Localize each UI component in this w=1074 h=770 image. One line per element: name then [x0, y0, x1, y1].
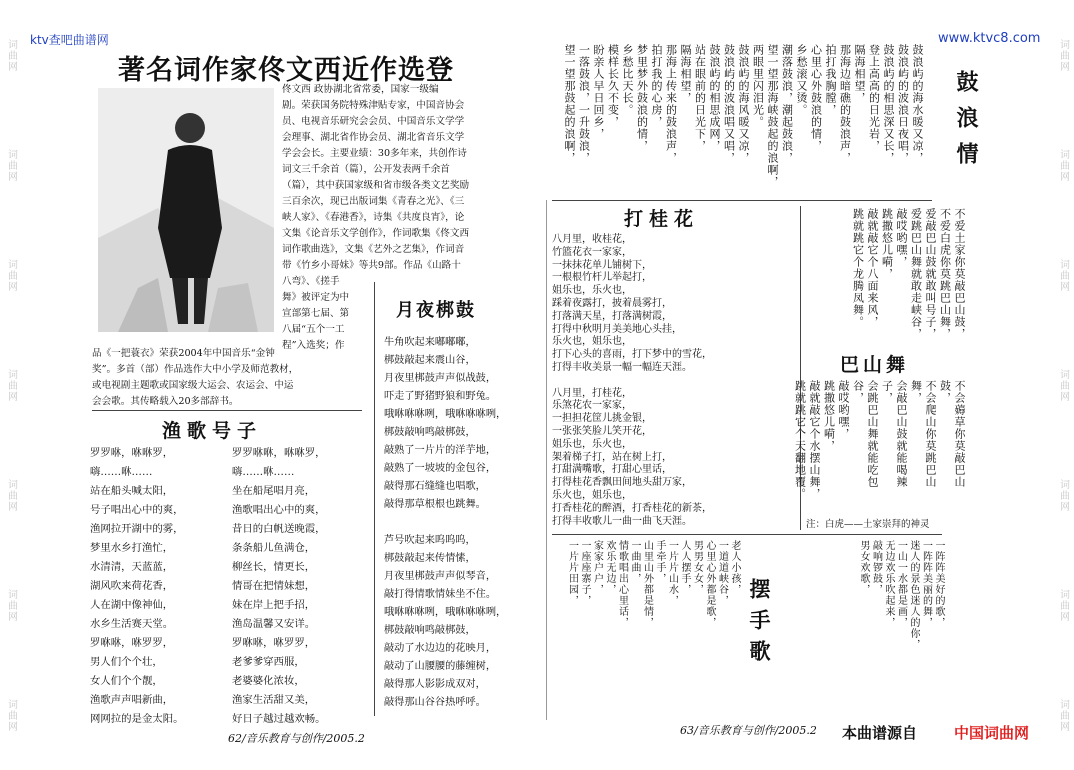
watermark-text: 词曲网	[5, 478, 17, 512]
watermark-text: 词曲网	[1057, 38, 1069, 72]
poem-line: 网网拉的是金太阳。	[90, 713, 184, 725]
poem-line: 乐火也，姐乐也，	[552, 489, 632, 501]
section-divider	[552, 200, 932, 201]
poem-line: 嗨……咻……	[232, 466, 295, 478]
poem-line: 踩着夜露打，披着晨雾打，	[552, 297, 672, 309]
poem-column: 跳撒悠儿嗬，	[822, 380, 836, 452]
poem-line: 打下心头的喜雨，打下梦中的雪花，	[552, 349, 712, 361]
poem-line: 姐乐也，乐火也，	[552, 285, 632, 297]
bio-line: 程”入选奖；作	[282, 340, 345, 351]
poem-column: 拍打我胸膛，	[824, 44, 837, 116]
poem-line: 一担担花筐儿挑金银，	[552, 413, 652, 425]
poem-line: 渔网拉开湖中的雾，	[90, 523, 184, 535]
poem-bashanwu-lower	[793, 380, 966, 508]
poem-column: 潮落鼓浪，潮起鼓浪，	[780, 44, 794, 164]
poem-column: 敲哎哟嘿，	[837, 380, 850, 440]
poem-column: 站在眼前的日光下，	[693, 44, 707, 152]
poem-column: 爱敲巴山鼓就敢叫号子，	[924, 208, 937, 340]
author-photo	[98, 88, 274, 332]
source-site-link[interactable]: 中国词曲网	[954, 724, 1030, 742]
poem-line: 罗咻咻，咻罗罗，	[232, 637, 316, 649]
bio-line: （篇），其中获国家级和省市级各类文艺奖励	[282, 180, 470, 191]
watermark-text: 词曲网	[5, 38, 17, 72]
poem-line: 老爹爹穿西服，	[232, 656, 305, 668]
poem-column: 两眼里闪泪光。	[751, 44, 765, 128]
poem-column: 一片片山水，	[666, 540, 678, 606]
bio-line: 奖”。多首（部）作品选作大中小学及师范教材，	[92, 364, 299, 375]
poem-column: 家家户户，	[591, 540, 603, 595]
poem-line: 吓走了野猪野狼和野兔。	[384, 391, 497, 402]
watermark-text: 词曲网	[1057, 258, 1069, 292]
section-divider	[92, 410, 362, 411]
poem-column: 不爱白虎你莫跳巴山舞，	[938, 208, 952, 340]
poem-line: 梆鼓敲响鸣敲梆鼓，	[384, 427, 476, 438]
poem-line: 坐在船尾唱月亮，	[232, 485, 316, 497]
poem-column: 一道道峡谷，	[716, 540, 728, 606]
poem-column: 拍打我的心房，	[650, 44, 663, 128]
bio-line: 会理事、湖北省作协会员、湖北省音乐文学	[282, 132, 465, 143]
poem-yueyebangu-title: 月夜梆鼓	[396, 300, 476, 321]
site-watermark-left: ktv查吧曲谱网	[30, 33, 109, 47]
poem-column: 敲就敲它个水摆山舞，	[808, 380, 821, 500]
bio-line: 八届“五个一工	[282, 324, 345, 335]
poem-line: 八月里，打桂花，	[552, 387, 632, 399]
poem-daguihua-body	[552, 234, 796, 530]
poem-line: 嗨……咻……	[90, 466, 153, 478]
poem-line: 打得丰收美景一幅一幅连天涯。	[552, 361, 692, 373]
poem-column: 登上高高的日光岩，	[867, 44, 881, 152]
poem-line: 梆鼓敲响鸣敲梆鼓，	[384, 625, 476, 636]
poem-line: 八月里，收桂花，	[552, 234, 632, 245]
bio-line: 带《竹乡小哥妹》等共9部。作品《山路十	[282, 260, 461, 271]
poem-line: 敲熟了一片片的洋芋地，	[384, 445, 497, 456]
poem-line: 站在船头喊太阳，	[90, 485, 174, 497]
poem-line: 男人们个个壮，	[90, 656, 163, 668]
poem-baishouge-body-right	[784, 540, 944, 710]
poem-column: 老人小孩，	[729, 540, 740, 595]
poem-column: 跳就跳它个天翻地覆。	[793, 380, 807, 500]
poem-column: 鼓浪屿的波浪唱又唱，	[722, 44, 736, 164]
poem-line: 芦号吹起来呜呜呜，	[384, 535, 476, 546]
poem-line: 敲得那人影影成双对，	[384, 679, 486, 690]
poem-column: 敲哎哟嘿，	[895, 208, 908, 268]
bio-line: 员、电视音乐研究会会员、中国音乐文学学	[282, 116, 465, 127]
poem-column: 男女欢歌，	[858, 540, 869, 595]
poem-line: 一张张笑脸儿笑开花，	[552, 425, 652, 437]
poem-yugehaozi-title: 渔歌号子	[162, 420, 263, 442]
author-bio-tail	[92, 346, 370, 412]
left-watermark-strip	[0, 0, 22, 770]
bio-line: 剧。荣获国务院特殊津贴专家，中国音协会	[282, 100, 465, 111]
poem-line: 渔岛温馨又安详。	[232, 618, 316, 630]
poem-line: 罗罗咻，咻咻罗，	[90, 447, 174, 459]
poem-line: 渔歌唱出心中的爽，	[232, 504, 326, 516]
poem-column: 一阵阵美丽的舞，	[920, 540, 932, 628]
poem-line: 好日子越过越欢畅。	[232, 713, 326, 725]
poem-line: 打得桂花香飘田间地头甜万家，	[552, 477, 692, 489]
poem-column: 乡愁比天长。	[621, 44, 634, 116]
poem-yueyebangu-body	[384, 334, 540, 714]
poem-line: 月夜里梆鼓声声似战鼓，	[384, 373, 497, 384]
bio-line: 三百余次，现已出版词集《青春之光》、《三	[282, 196, 465, 207]
poem-column: 迷人的景色迷人的你，	[908, 540, 919, 650]
column-divider	[374, 282, 375, 716]
poem-yugehaozi-left	[90, 444, 222, 732]
poem-line: 哦咻咻咻咧，哦咻咻咻咧，	[384, 409, 507, 420]
poem-line: 打甜满嘴歌，打甜心里话，	[552, 464, 672, 476]
poem-line: 湖风吹来荷花香，	[90, 580, 174, 592]
poem-column: 心里心外鼓浪的情，	[809, 44, 823, 152]
poem-line: 号子唱出心中的爽，	[90, 504, 184, 516]
poem-column: 一阵阵美好的歌，	[933, 540, 944, 628]
poem-line: 一抹抹花单儿铺树下，	[552, 259, 652, 271]
poem-line: 梆鼓敲起来震山谷，	[384, 355, 476, 366]
poem-line: 水清清，天蓝蓝，	[90, 561, 174, 573]
poem-line: 柳丝长，情更长，	[232, 561, 316, 573]
bio-line: 佟文西 政协湖北省常委，国家一级编	[282, 84, 439, 95]
watermark-text: 词曲网	[1057, 368, 1069, 402]
poem-line: 架着梯子打，站在树上打，	[552, 451, 672, 463]
poem-column: 会跳巴山舞就能吃包谷，	[851, 380, 879, 488]
poem-column: 手牵手，	[654, 540, 665, 584]
poem-column: 一曲曲，	[629, 540, 640, 584]
poem-column: 鼓浪屿的海水暖又凉，	[911, 44, 924, 164]
poem-line: 梦里水乡打渔忙，	[90, 542, 174, 554]
poem-column: 不会薅草你莫敲巴山鼓，	[938, 380, 966, 488]
poem-column: 望一望那鼓起的浪啊，	[563, 44, 576, 164]
poem-column: 鼓浪屿的相思成网，	[708, 44, 721, 152]
poem-line: 打落满天星，打落满树霞，	[552, 310, 672, 322]
poem-line	[552, 375, 796, 388]
poem-column: 一座座寨子，	[579, 540, 590, 606]
poem-column: 男男女女，	[691, 540, 703, 595]
poem-line: 敲熟了一坡坡的金包谷，	[384, 463, 497, 474]
poem-baishouge-title: 摆手歌	[747, 578, 771, 671]
poem-line	[384, 514, 540, 532]
poem-column: 乡愁滚又烫。	[795, 44, 808, 116]
poem-line: 打香桂花的醉酒，打香桂花的新茶，	[552, 502, 712, 514]
author-photo-drawing	[98, 88, 274, 332]
poem-column: 鼓浪屿的海风暖又凉，	[737, 44, 750, 164]
poem-line: 打得丰收歌儿一曲一曲飞天涯。	[552, 515, 692, 527]
watermark-text: 词曲网	[1057, 148, 1069, 182]
poem-column: 望一望那海峡鼓起的浪啊，	[766, 44, 779, 188]
poem-column: 一山一水都是画，	[895, 540, 907, 628]
poem-line: 打得中秋明月美美地心头挂，	[552, 323, 682, 335]
watermark-text: 词曲网	[1057, 698, 1069, 732]
bio-line: 舞》被评定为中	[282, 292, 350, 303]
poem-column: 跳就跳它个龙腾凤舞。	[851, 208, 865, 328]
poem-column: 山里山外都是情，	[641, 540, 653, 628]
poem-column: 跳撒悠儿嗬，	[880, 208, 894, 280]
watermark-text: 词曲网	[5, 148, 17, 182]
watermark-text: 词曲网	[5, 588, 17, 622]
poem-column: 隔海相望，	[853, 44, 866, 104]
poem-column: 一落鼓浪，一升鼓浪，	[577, 44, 591, 164]
source-label: 本曲谱源自	[842, 724, 918, 742]
poem-column: 不会爬山你莫跳巴山舞，	[909, 380, 937, 488]
poem-line: 敲得那草根根也跳舞。	[384, 499, 486, 510]
bio-line: 学会会长。主要业绩：30多年来，共创作诗	[282, 148, 467, 159]
poem-column: 敲就敲它个八面来风，	[866, 208, 879, 328]
poem-line: 敲动了山腰腰的藤缠树，	[384, 661, 497, 672]
poem-line: 昔日的白帆送晚霞，	[232, 523, 326, 535]
site-watermark-right: www.ktvc8.com	[938, 31, 1041, 46]
watermark-text: 词曲网	[5, 368, 17, 402]
poem-line: 月夜里梆鼓声声似琴音，	[384, 571, 497, 582]
watermark-text: 词曲网	[1057, 588, 1069, 622]
poem-column: 盼亲人早日回乡，	[592, 44, 605, 140]
poem-line: 妹在岸上把手招，	[232, 599, 316, 611]
poem-line: 敲动了水边边的花映月，	[384, 643, 497, 654]
poem-line: 渔家生活甜又美，	[232, 694, 316, 706]
poem-column: 欢乐无边，	[604, 540, 615, 595]
poem-bashanwu-note: 注：白虎——土家崇拜的神灵	[806, 519, 930, 530]
watermark-text: 词曲网	[1057, 478, 1069, 512]
poem-column: 模样长久不变，	[606, 44, 620, 128]
poem-line: 人在湖中像神仙，	[90, 599, 174, 611]
page-footer-left: 62/音乐教育与创作/2005.2	[228, 732, 365, 745]
poem-column: 鼓浪屿的相思深又长，	[882, 44, 895, 164]
poem-column: 人人摆手，	[679, 540, 690, 595]
bio-line: 词文三千余首（篇），公开发表两千余首	[282, 164, 450, 175]
bio-line: 八弯》、《搓手	[282, 276, 340, 287]
section-divider	[552, 534, 942, 535]
poem-line: 牛角吹起来嘟嘟嘟，	[384, 337, 476, 348]
watermark-text: 词曲网	[5, 258, 17, 292]
poem-line: 老婆婆化浓妆，	[232, 675, 305, 687]
poem-column: 会敲巴山鼓就能喝辣子，	[880, 380, 908, 488]
poem-gulangqing-body	[548, 44, 924, 222]
poem-column: 爱跳巴山舞就敢走峡谷，	[909, 208, 923, 340]
poem-baishouge-body-left	[554, 540, 740, 710]
poem-daguihua-title: 打桂花	[624, 208, 700, 230]
poem-line: 女人们个个靓，	[90, 675, 163, 687]
poem-line: 姐乐也，乐火也，	[552, 438, 632, 450]
poem-line: 敲打得情歌情妹坐不住。	[384, 589, 497, 600]
poem-column: 那海边暗礁的鼓浪声，	[838, 44, 852, 164]
poem-yugehaozi-right	[232, 444, 370, 732]
poem-line: 渔歌声声唱新曲，	[90, 694, 174, 706]
bio-line: 或电视剧主题歌或国家级大运会、农运会、中运	[92, 380, 294, 391]
poem-bashanwu-title: 巴山舞	[840, 354, 910, 376]
bio-line: 会会歌。其传略载入20多部辞书。	[92, 396, 239, 407]
poem-column: 心里心外都是歌，	[704, 540, 715, 628]
poem-column: 梦里梦外鼓浪的情，	[635, 44, 649, 152]
poem-line: 哦咻咻咻咧，哦咻咻咻咧，	[384, 607, 507, 618]
poem-column: 鼓浪屿的波浪日夜唱，	[896, 44, 910, 164]
poem-line: 罗咻咻，咻罗罗，	[90, 637, 174, 649]
poem-column: 隔海相望，	[679, 44, 692, 104]
poem-line: 条条船儿鱼满仓，	[232, 542, 316, 554]
poem-line: 敲得那石缝缝也唱歌，	[384, 481, 486, 492]
bio-line: 文集《论音乐文学创作》，作词歌集《佟文西	[282, 228, 470, 239]
poem-gulangqing-title: 鼓浪情	[953, 70, 978, 178]
poem-line: 敲得那山谷谷热呼呼。	[384, 697, 486, 708]
poem-line: 水乡生活赛天堂。	[90, 618, 174, 630]
watermark-text: 词曲网	[5, 698, 17, 732]
poem-line: 竹篮花衣一家家，	[552, 246, 632, 258]
page-gutter	[546, 200, 547, 720]
page-title: 著名词作家佟文西近作选登	[118, 55, 454, 86]
poem-column: 敲响锣鼓，	[870, 540, 882, 595]
poem-column: 一片片田园，	[566, 540, 578, 606]
poem-column: 不爱土家你莫敲巴山鼓，	[953, 208, 966, 340]
poem-line: 梆鼓敲起来传情愫，	[384, 553, 476, 564]
bio-line: 峡人家》、《春港香》，诗集《共度良宵》，论	[282, 212, 465, 223]
right-watermark-strip	[1052, 0, 1074, 770]
poem-column: 那海上传来的鼓浪声，	[664, 44, 678, 164]
poem-column: 无边欢乐吹起来，	[883, 540, 894, 628]
poem-line: 乐煞花农一家家，	[552, 400, 632, 412]
poem-line: 情哥在把情妹想，	[232, 580, 316, 592]
bio-line: 宣部第七届、第	[282, 308, 350, 319]
bio-line: 品《一把蓑衣》荣获2004年中国音乐“金钟	[92, 348, 275, 359]
poem-line: 乐火也，姐乐也，	[552, 336, 632, 348]
page-footer-right: 63/音乐教育与创作/2005.2	[680, 724, 817, 737]
poem-column: 情歌唱出心里话，	[616, 540, 628, 628]
bio-line: 词作歌曲选》，文集《艺外之艺集》，作词音	[282, 244, 465, 255]
poem-line: 罗罗咻咻，咻咻罗，	[232, 447, 326, 459]
poem-line: 一根根竹杆儿举起打，	[552, 272, 652, 284]
poem-bashanwu-upper	[806, 208, 966, 344]
